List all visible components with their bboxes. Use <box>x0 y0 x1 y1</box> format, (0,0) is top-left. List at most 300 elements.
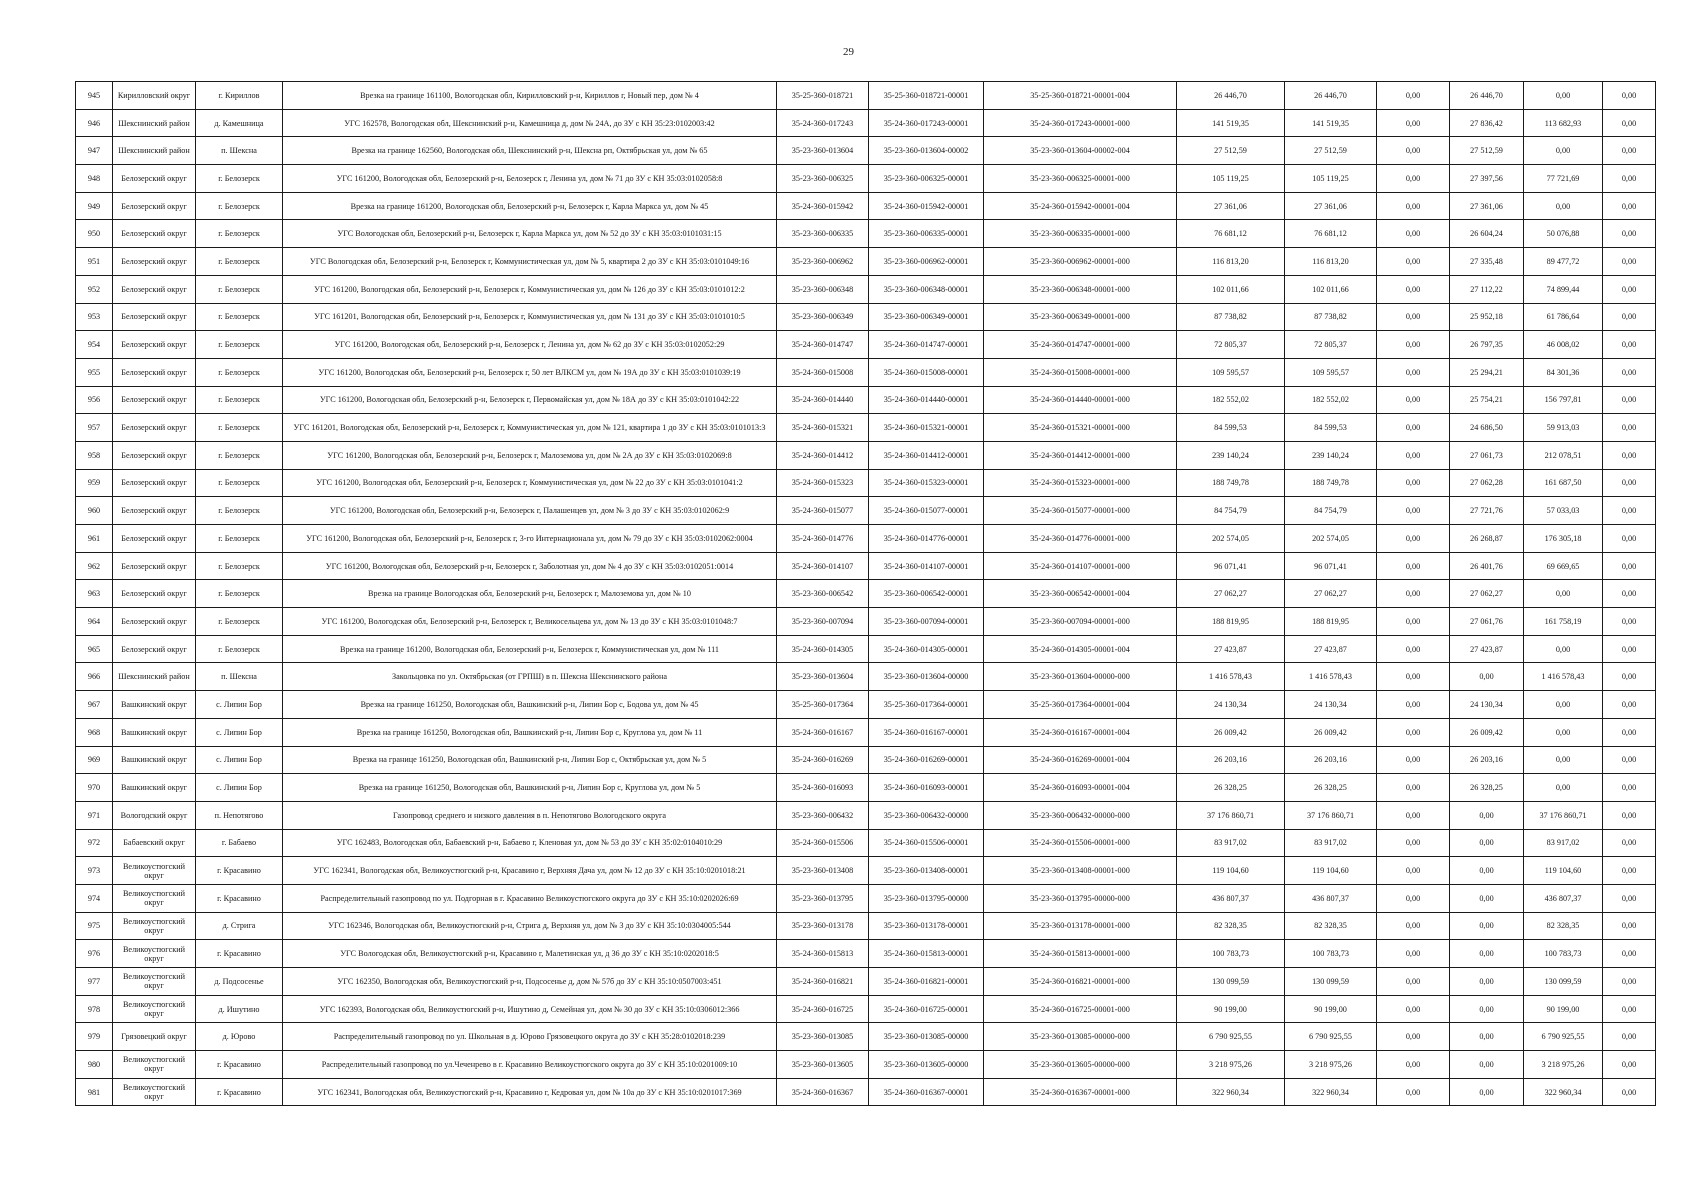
district-cell: Белозерский округ <box>113 525 196 553</box>
subcode-cell: 35-25-360-017364-00001 <box>869 691 984 719</box>
object-description-cell: УГС 161200, Вологодская обл, Белозерский р-н, Белозерск г, Коммунистическая ул, дом № 126 до ЗУ с КН 35:03:0101012:2 <box>283 275 777 303</box>
total-cost-cell: 119 104,60 <box>1177 857 1285 885</box>
code-cell: 35-23-360-013085 <box>777 1023 869 1051</box>
object-description-cell: Врезка на границе Вологодская обл, Белозерский р-н, Белозерск г, Малоземова ул, дом № 10 <box>283 580 777 608</box>
subcode-cell: 35-24-360-014747-00001 <box>869 331 984 359</box>
settlement-cell: г. Красавино <box>196 884 283 912</box>
district-cell: Бабаевский округ <box>113 829 196 857</box>
cost-cell: 27 423,87 <box>1285 635 1377 663</box>
connection-cost-cell: 27 062,28 <box>1450 469 1524 497</box>
object-description-cell: Врезка на границе 161250, Вологодская обл, Вашкинский р-н, Липин Бор с, Октябрьская ул, дом № 5 <box>283 746 777 774</box>
district-cell: Вашкинский округ <box>113 746 196 774</box>
row-number: 967 <box>76 691 113 719</box>
district-cell: Кирилловский округ <box>113 82 196 110</box>
full-code-cell: 35-23-360-006962-00001-000 <box>984 248 1177 276</box>
full-code-cell: 35-24-360-017243-00001-000 <box>984 109 1177 137</box>
district-cell: Вашкинский округ <box>113 718 196 746</box>
code-cell: 35-24-360-014440 <box>777 386 869 414</box>
remaining-cost-cell: 0,00 <box>1524 137 1603 165</box>
zero-cost-cell: 0,00 <box>1377 968 1450 996</box>
code-cell: 35-24-360-016269 <box>777 746 869 774</box>
extra-cost-cell: 0,00 <box>1603 801 1656 829</box>
extra-cost-cell: 0,00 <box>1603 525 1656 553</box>
cost-cell: 27 361,06 <box>1285 192 1377 220</box>
total-cost-cell: 84 599,53 <box>1177 414 1285 442</box>
full-code-cell: 35-24-360-015077-00001-000 <box>984 497 1177 525</box>
row-number: 964 <box>76 608 113 636</box>
district-cell: Белозерский округ <box>113 497 196 525</box>
table-row <box>76 829 1656 857</box>
object-description-cell: УГС 162483, Вологодская обл, Бабаевский р-н, Бабаево г, Кленовая ул, дом № 53 до ЗУ с КН 35:02:0104010:29 <box>283 829 777 857</box>
total-cost-cell: 24 130,34 <box>1177 691 1285 719</box>
code-cell: 35-24-360-015008 <box>777 358 869 386</box>
extra-cost-cell: 0,00 <box>1603 884 1656 912</box>
remaining-cost-cell: 176 305,18 <box>1524 525 1603 553</box>
district-cell: Белозерский округ <box>113 220 196 248</box>
remaining-cost-cell: 0,00 <box>1524 580 1603 608</box>
subcode-cell: 35-23-360-013178-00001 <box>869 912 984 940</box>
object-description-cell: УГС Вологодская обл, Великоустюгский р-н, Красавино г, Малетинская ул, д 36 до ЗУ с КН 35:10:0202018:5 <box>283 940 777 968</box>
total-cost-cell: 109 595,57 <box>1177 358 1285 386</box>
subcode-cell: 35-24-360-014440-00001 <box>869 386 984 414</box>
extra-cost-cell: 0,00 <box>1603 663 1656 691</box>
total-cost-cell: 27 361,06 <box>1177 192 1285 220</box>
settlement-cell: с. Липин Бор <box>196 718 283 746</box>
district-cell: Великоустюгский округ <box>113 884 196 912</box>
row-number: 969 <box>76 746 113 774</box>
full-code-cell: 35-24-360-015942-00001-004 <box>984 192 1177 220</box>
full-code-cell: 35-24-360-015321-00001-000 <box>984 414 1177 442</box>
settlement-cell: г. Красавино <box>196 1051 283 1079</box>
object-description-cell: Распределительный газопровод по ул.Чеченрево в г. Красавино Великоустюгского округа до ЗУ с КН 35:10:0201009:10 <box>283 1051 777 1079</box>
object-description-cell: УГС 161200, Вологодская обл, Белозерский р-н, Белозерск г, 3-го Интернационала ул, дом № 79 до ЗУ с КН 35:03:0102062:0004 <box>283 525 777 553</box>
remaining-cost-cell: 119 104,60 <box>1524 857 1603 885</box>
cost-cell: 436 807,37 <box>1285 884 1377 912</box>
object-description-cell: УГС 161200, Вологодская обл, Белозерский р-н, Белозерск г, 50 лет ВЛКСМ ул, дом № 19А до ЗУ с КН 35:03:0101039:19 <box>283 358 777 386</box>
extra-cost-cell: 0,00 <box>1603 248 1656 276</box>
cost-cell: 130 099,59 <box>1285 968 1377 996</box>
settlement-cell: г. Белозерск <box>196 608 283 636</box>
object-description-cell: УГС Вологодская обл, Белозерский р-н, Белозерск г, Карла Маркса ул, дом № 52 до ЗУ с КН 35:03:0101031:15 <box>283 220 777 248</box>
full-code-cell: 35-24-360-016167-00001-004 <box>984 718 1177 746</box>
district-cell: Великоустюгский округ <box>113 1051 196 1079</box>
connection-cost-cell: 24 130,34 <box>1450 691 1524 719</box>
cost-cell: 26 009,42 <box>1285 718 1377 746</box>
cost-cell: 116 813,20 <box>1285 248 1377 276</box>
object-description-cell: Врезка на границе 161200, Вологодская обл, Белозерский р-н, Белозерск г, Карла Маркса ул, дом № 45 <box>283 192 777 220</box>
connection-cost-cell: 0,00 <box>1450 1023 1524 1051</box>
row-number: 970 <box>76 774 113 802</box>
cost-cell: 90 199,00 <box>1285 995 1377 1023</box>
object-description-cell: Врезка на границе 162560, Вологодская обл, Шекснинский р-н, Шексна рп, Октябрьская ул, дом № 65 <box>283 137 777 165</box>
subcode-cell: 35-23-360-006325-00001 <box>869 165 984 193</box>
full-code-cell: 35-23-360-006349-00001-000 <box>984 303 1177 331</box>
zero-cost-cell: 0,00 <box>1377 1023 1450 1051</box>
cost-cell: 182 552,02 <box>1285 386 1377 414</box>
settlement-cell: п. Непотягово <box>196 801 283 829</box>
object-description-cell: УГС 162346, Вологодская обл, Великоустюгский р-н, Стрига д, Верхняя ул, дом № 3 до ЗУ с КН 35:10:0304005:544 <box>283 912 777 940</box>
cost-cell: 96 071,41 <box>1285 552 1377 580</box>
district-cell: Белозерский округ <box>113 275 196 303</box>
full-code-cell: 35-23-360-013604-00000-000 <box>984 663 1177 691</box>
zero-cost-cell: 0,00 <box>1377 940 1450 968</box>
total-cost-cell: 76 681,12 <box>1177 220 1285 248</box>
settlement-cell: г. Белозерск <box>196 441 283 469</box>
extra-cost-cell: 0,00 <box>1603 331 1656 359</box>
table-row <box>76 857 1656 885</box>
table-row <box>76 552 1656 580</box>
full-code-cell: 35-24-360-016367-00001-000 <box>984 1078 1177 1106</box>
total-cost-cell: 37 176 860,71 <box>1177 801 1285 829</box>
zero-cost-cell: 0,00 <box>1377 691 1450 719</box>
subcode-cell: 35-24-360-015321-00001 <box>869 414 984 442</box>
remaining-cost-cell: 130 099,59 <box>1524 968 1603 996</box>
remaining-cost-cell: 322 960,34 <box>1524 1078 1603 1106</box>
registry-table <box>75 81 1656 1106</box>
settlement-cell: д. Стрига <box>196 912 283 940</box>
total-cost-cell: 188 819,95 <box>1177 608 1285 636</box>
full-code-cell: 35-24-360-016821-00001-000 <box>984 968 1177 996</box>
extra-cost-cell: 0,00 <box>1603 635 1656 663</box>
district-cell: Белозерский округ <box>113 414 196 442</box>
cost-cell: 100 783,73 <box>1285 940 1377 968</box>
subcode-cell: 35-25-360-018721-00001 <box>869 82 984 110</box>
extra-cost-cell: 0,00 <box>1603 746 1656 774</box>
code-cell: 35-24-360-014305 <box>777 635 869 663</box>
connection-cost-cell: 25 952,18 <box>1450 303 1524 331</box>
table-row <box>76 192 1656 220</box>
total-cost-cell: 188 749,78 <box>1177 469 1285 497</box>
table-row <box>76 912 1656 940</box>
row-number: 945 <box>76 82 113 110</box>
row-number: 965 <box>76 635 113 663</box>
district-cell: Шекснинский район <box>113 137 196 165</box>
table-row <box>76 220 1656 248</box>
code-cell: 35-25-360-017364 <box>777 691 869 719</box>
code-cell: 35-23-360-013178 <box>777 912 869 940</box>
code-cell: 35-23-360-006325 <box>777 165 869 193</box>
extra-cost-cell: 0,00 <box>1603 82 1656 110</box>
zero-cost-cell: 0,00 <box>1377 441 1450 469</box>
full-code-cell: 35-23-360-006348-00001-000 <box>984 275 1177 303</box>
row-number: 953 <box>76 303 113 331</box>
zero-cost-cell: 0,00 <box>1377 912 1450 940</box>
subcode-cell: 35-24-360-015942-00001 <box>869 192 984 220</box>
total-cost-cell: 130 099,59 <box>1177 968 1285 996</box>
extra-cost-cell: 0,00 <box>1603 137 1656 165</box>
full-code-cell: 35-24-360-015008-00001-000 <box>984 358 1177 386</box>
connection-cost-cell: 27 423,87 <box>1450 635 1524 663</box>
object-description-cell: УГС 161200, Вологодская обл, Белозерский р-н, Белозерск г, Ленина ул, дом № 62 до ЗУ с КН 35:03:0102052:29 <box>283 331 777 359</box>
table-row <box>76 663 1656 691</box>
code-cell: 35-23-360-006542 <box>777 580 869 608</box>
row-number: 959 <box>76 469 113 497</box>
full-code-cell: 35-23-360-013085-00000-000 <box>984 1023 1177 1051</box>
full-code-cell: 35-24-360-016269-00001-004 <box>984 746 1177 774</box>
table-row <box>76 137 1656 165</box>
full-code-cell: 35-24-360-016093-00001-004 <box>984 774 1177 802</box>
object-description-cell: Врезка на границе 161250, Вологодская обл, Вашкинский р-н, Липин Бор с, Круглова ул, дом № 11 <box>283 718 777 746</box>
code-cell: 35-24-360-016367 <box>777 1078 869 1106</box>
object-description-cell: Врезка на границе 161250, Вологодская обл, Вашкинский р-н, Липин Бор с, Бодова ул, дом № 45 <box>283 691 777 719</box>
extra-cost-cell: 0,00 <box>1603 441 1656 469</box>
district-cell: Великоустюгский округ <box>113 1078 196 1106</box>
cost-cell: 26 446,70 <box>1285 82 1377 110</box>
object-description-cell: УГС 161200, Вологодская обл, Белозерский р-н, Белозерск г, Ленина ул, дом № 71 до ЗУ с КН 35:03:0102058:8 <box>283 165 777 193</box>
extra-cost-cell: 0,00 <box>1603 829 1656 857</box>
table-row <box>76 884 1656 912</box>
table-row <box>76 497 1656 525</box>
connection-cost-cell: 0,00 <box>1450 995 1524 1023</box>
settlement-cell: г. Белозерск <box>196 275 283 303</box>
settlement-cell: д. Камешница <box>196 109 283 137</box>
zero-cost-cell: 0,00 <box>1377 414 1450 442</box>
cost-cell: 102 011,66 <box>1285 275 1377 303</box>
remaining-cost-cell: 0,00 <box>1524 746 1603 774</box>
remaining-cost-cell: 0,00 <box>1524 192 1603 220</box>
table-row <box>76 608 1656 636</box>
connection-cost-cell: 0,00 <box>1450 1078 1524 1106</box>
subcode-cell: 35-24-360-016725-00001 <box>869 995 984 1023</box>
extra-cost-cell: 0,00 <box>1603 940 1656 968</box>
cost-cell: 83 917,02 <box>1285 829 1377 857</box>
table-row <box>76 525 1656 553</box>
total-cost-cell: 82 328,35 <box>1177 912 1285 940</box>
zero-cost-cell: 0,00 <box>1377 635 1450 663</box>
table-row <box>76 580 1656 608</box>
remaining-cost-cell: 77 721,69 <box>1524 165 1603 193</box>
zero-cost-cell: 0,00 <box>1377 497 1450 525</box>
subcode-cell: 35-24-360-017243-00001 <box>869 109 984 137</box>
district-cell: Вологодский округ <box>113 801 196 829</box>
settlement-cell: г. Красавино <box>196 857 283 885</box>
subcode-cell: 35-23-360-007094-00001 <box>869 608 984 636</box>
remaining-cost-cell: 0,00 <box>1524 718 1603 746</box>
table-row <box>76 82 1656 110</box>
row-number: 979 <box>76 1023 113 1051</box>
cost-cell: 76 681,12 <box>1285 220 1377 248</box>
connection-cost-cell: 27 836,42 <box>1450 109 1524 137</box>
row-number: 952 <box>76 275 113 303</box>
remaining-cost-cell: 61 786,64 <box>1524 303 1603 331</box>
subcode-cell: 35-23-360-006348-00001 <box>869 275 984 303</box>
district-cell: Вашкинский округ <box>113 691 196 719</box>
code-cell: 35-23-360-013408 <box>777 857 869 885</box>
extra-cost-cell: 0,00 <box>1603 109 1656 137</box>
subcode-cell: 35-24-360-015813-00001 <box>869 940 984 968</box>
connection-cost-cell: 26 328,25 <box>1450 774 1524 802</box>
zero-cost-cell: 0,00 <box>1377 165 1450 193</box>
code-cell: 35-25-360-018721 <box>777 82 869 110</box>
settlement-cell: с. Липин Бор <box>196 746 283 774</box>
connection-cost-cell: 0,00 <box>1450 884 1524 912</box>
zero-cost-cell: 0,00 <box>1377 525 1450 553</box>
cost-cell: 188 749,78 <box>1285 469 1377 497</box>
cost-cell: 119 104,60 <box>1285 857 1377 885</box>
zero-cost-cell: 0,00 <box>1377 829 1450 857</box>
remaining-cost-cell: 436 807,37 <box>1524 884 1603 912</box>
row-number: 955 <box>76 358 113 386</box>
row-number: 971 <box>76 801 113 829</box>
subcode-cell: 35-24-360-015077-00001 <box>869 497 984 525</box>
cost-cell: 6 790 925,55 <box>1285 1023 1377 1051</box>
connection-cost-cell: 0,00 <box>1450 1051 1524 1079</box>
total-cost-cell: 436 807,37 <box>1177 884 1285 912</box>
zero-cost-cell: 0,00 <box>1377 275 1450 303</box>
code-cell: 35-23-360-013604 <box>777 137 869 165</box>
district-cell: Грязовецкий округ <box>113 1023 196 1051</box>
extra-cost-cell: 0,00 <box>1603 718 1656 746</box>
remaining-cost-cell: 69 669,65 <box>1524 552 1603 580</box>
cost-cell: 37 176 860,71 <box>1285 801 1377 829</box>
table-row <box>76 691 1656 719</box>
table-row <box>76 801 1656 829</box>
row-number: 958 <box>76 441 113 469</box>
remaining-cost-cell: 59 913,03 <box>1524 414 1603 442</box>
table-row <box>76 995 1656 1023</box>
settlement-cell: г. Белозерск <box>196 358 283 386</box>
table-row <box>76 469 1656 497</box>
remaining-cost-cell: 83 917,02 <box>1524 829 1603 857</box>
cost-cell: 202 574,05 <box>1285 525 1377 553</box>
row-number: 956 <box>76 386 113 414</box>
zero-cost-cell: 0,00 <box>1377 580 1450 608</box>
remaining-cost-cell: 156 797,81 <box>1524 386 1603 414</box>
row-number: 963 <box>76 580 113 608</box>
district-cell: Белозерский округ <box>113 303 196 331</box>
row-number: 974 <box>76 884 113 912</box>
total-cost-cell: 27 512,59 <box>1177 137 1285 165</box>
row-number: 950 <box>76 220 113 248</box>
full-code-cell: 35-24-360-014412-00001-000 <box>984 441 1177 469</box>
code-cell: 35-23-360-006962 <box>777 248 869 276</box>
row-number: 947 <box>76 137 113 165</box>
extra-cost-cell: 0,00 <box>1603 1023 1656 1051</box>
total-cost-cell: 6 790 925,55 <box>1177 1023 1285 1051</box>
extra-cost-cell: 0,00 <box>1603 580 1656 608</box>
subcode-cell: 35-23-360-013795-00000 <box>869 884 984 912</box>
remaining-cost-cell: 37 176 860,71 <box>1524 801 1603 829</box>
code-cell: 35-24-360-014776 <box>777 525 869 553</box>
total-cost-cell: 239 140,24 <box>1177 441 1285 469</box>
row-number: 981 <box>76 1078 113 1106</box>
object-description-cell: Распределительный газопровод по ул. Школьная в д. Юрово Грязовецкого округа до ЗУ с КН 35:28:0102018:239 <box>283 1023 777 1051</box>
extra-cost-cell: 0,00 <box>1603 1078 1656 1106</box>
object-description-cell: УГС 161200, Вологодская обл, Белозерский р-н, Белозерск г, Заболотная ул, дом № 4 до ЗУ с КН 35:03:0102051:0014 <box>283 552 777 580</box>
subcode-cell: 35-24-360-015323-00001 <box>869 469 984 497</box>
cost-cell: 87 738,82 <box>1285 303 1377 331</box>
total-cost-cell: 26 446,70 <box>1177 82 1285 110</box>
full-code-cell: 35-23-360-006335-00001-000 <box>984 220 1177 248</box>
extra-cost-cell: 0,00 <box>1603 608 1656 636</box>
object-description-cell: УГС 161200, Вологодская обл, Белозерский р-н, Белозерск г, Великосельцева ул, дом № 13 до ЗУ с КН 35:03:0101048:7 <box>283 608 777 636</box>
district-cell: Вашкинский округ <box>113 774 196 802</box>
cost-cell: 26 328,25 <box>1285 774 1377 802</box>
row-number: 980 <box>76 1051 113 1079</box>
extra-cost-cell: 0,00 <box>1603 497 1656 525</box>
remaining-cost-cell: 90 199,00 <box>1524 995 1603 1023</box>
settlement-cell: с. Липин Бор <box>196 774 283 802</box>
object-description-cell: УГС 161201, Вологодская обл, Белозерский р-н, Белозерск г, Коммунистическая ул, дом № 131 до ЗУ с КН 35:03:0101010:5 <box>283 303 777 331</box>
extra-cost-cell: 0,00 <box>1603 552 1656 580</box>
settlement-cell: г. Бабаево <box>196 829 283 857</box>
full-code-cell: 35-25-360-017364-00001-004 <box>984 691 1177 719</box>
subcode-cell: 35-24-360-016367-00001 <box>869 1078 984 1106</box>
table-row <box>76 248 1656 276</box>
extra-cost-cell: 0,00 <box>1603 968 1656 996</box>
extra-cost-cell: 0,00 <box>1603 1051 1656 1079</box>
extra-cost-cell: 0,00 <box>1603 358 1656 386</box>
zero-cost-cell: 0,00 <box>1377 857 1450 885</box>
subcode-cell: 35-23-360-006542-00001 <box>869 580 984 608</box>
remaining-cost-cell: 0,00 <box>1524 82 1603 110</box>
object-description-cell: УГС 162393, Вологодская обл, Великоустюгский р-н, Ишутино д, Семейная ул, дом № 30 до ЗУ с КН 35:10:0306012:366 <box>283 995 777 1023</box>
full-code-cell: 35-23-360-006325-00001-000 <box>984 165 1177 193</box>
code-cell: 35-23-360-013604 <box>777 663 869 691</box>
row-number: 949 <box>76 192 113 220</box>
table-row <box>76 774 1656 802</box>
cost-cell: 109 595,57 <box>1285 358 1377 386</box>
remaining-cost-cell: 89 477,72 <box>1524 248 1603 276</box>
total-cost-cell: 116 813,20 <box>1177 248 1285 276</box>
connection-cost-cell: 27 361,06 <box>1450 192 1524 220</box>
subcode-cell: 35-23-360-006335-00001 <box>869 220 984 248</box>
extra-cost-cell: 0,00 <box>1603 275 1656 303</box>
connection-cost-cell: 27 112,22 <box>1450 275 1524 303</box>
total-cost-cell: 96 071,41 <box>1177 552 1285 580</box>
total-cost-cell: 100 783,73 <box>1177 940 1285 968</box>
district-cell: Белозерский округ <box>113 165 196 193</box>
extra-cost-cell: 0,00 <box>1603 220 1656 248</box>
extra-cost-cell: 0,00 <box>1603 912 1656 940</box>
full-code-cell: 35-24-360-014305-00001-004 <box>984 635 1177 663</box>
code-cell: 35-23-360-013795 <box>777 884 869 912</box>
code-cell: 35-23-360-007094 <box>777 608 869 636</box>
zero-cost-cell: 0,00 <box>1377 82 1450 110</box>
settlement-cell: г. Белозерск <box>196 386 283 414</box>
connection-cost-cell: 26 009,42 <box>1450 718 1524 746</box>
connection-cost-cell: 27 061,76 <box>1450 608 1524 636</box>
connection-cost-cell: 0,00 <box>1450 857 1524 885</box>
full-code-cell: 35-24-360-014107-00001-000 <box>984 552 1177 580</box>
row-number: 961 <box>76 525 113 553</box>
zero-cost-cell: 0,00 <box>1377 746 1450 774</box>
code-cell: 35-24-360-015942 <box>777 192 869 220</box>
extra-cost-cell: 0,00 <box>1603 386 1656 414</box>
object-description-cell: Газопровод среднего и низкого давления в п. Непотягово Вологодского округа <box>283 801 777 829</box>
zero-cost-cell: 0,00 <box>1377 552 1450 580</box>
total-cost-cell: 322 960,34 <box>1177 1078 1285 1106</box>
remaining-cost-cell: 6 790 925,55 <box>1524 1023 1603 1051</box>
code-cell: 35-24-360-015323 <box>777 469 869 497</box>
zero-cost-cell: 0,00 <box>1377 109 1450 137</box>
cost-cell: 27 512,59 <box>1285 137 1377 165</box>
total-cost-cell: 3 218 975,26 <box>1177 1051 1285 1079</box>
row-number: 973 <box>76 857 113 885</box>
district-cell: Белозерский округ <box>113 608 196 636</box>
total-cost-cell: 72 805,37 <box>1177 331 1285 359</box>
cost-cell: 188 819,95 <box>1285 608 1377 636</box>
code-cell: 35-23-360-006432 <box>777 801 869 829</box>
total-cost-cell: 102 011,66 <box>1177 275 1285 303</box>
subcode-cell: 35-23-360-013604-00000 <box>869 663 984 691</box>
cost-cell: 27 062,27 <box>1285 580 1377 608</box>
extra-cost-cell: 0,00 <box>1603 995 1656 1023</box>
settlement-cell: г. Белозерск <box>196 635 283 663</box>
district-cell: Великоустюгский округ <box>113 995 196 1023</box>
extra-cost-cell: 0,00 <box>1603 414 1656 442</box>
subcode-cell: 35-24-360-014412-00001 <box>869 441 984 469</box>
